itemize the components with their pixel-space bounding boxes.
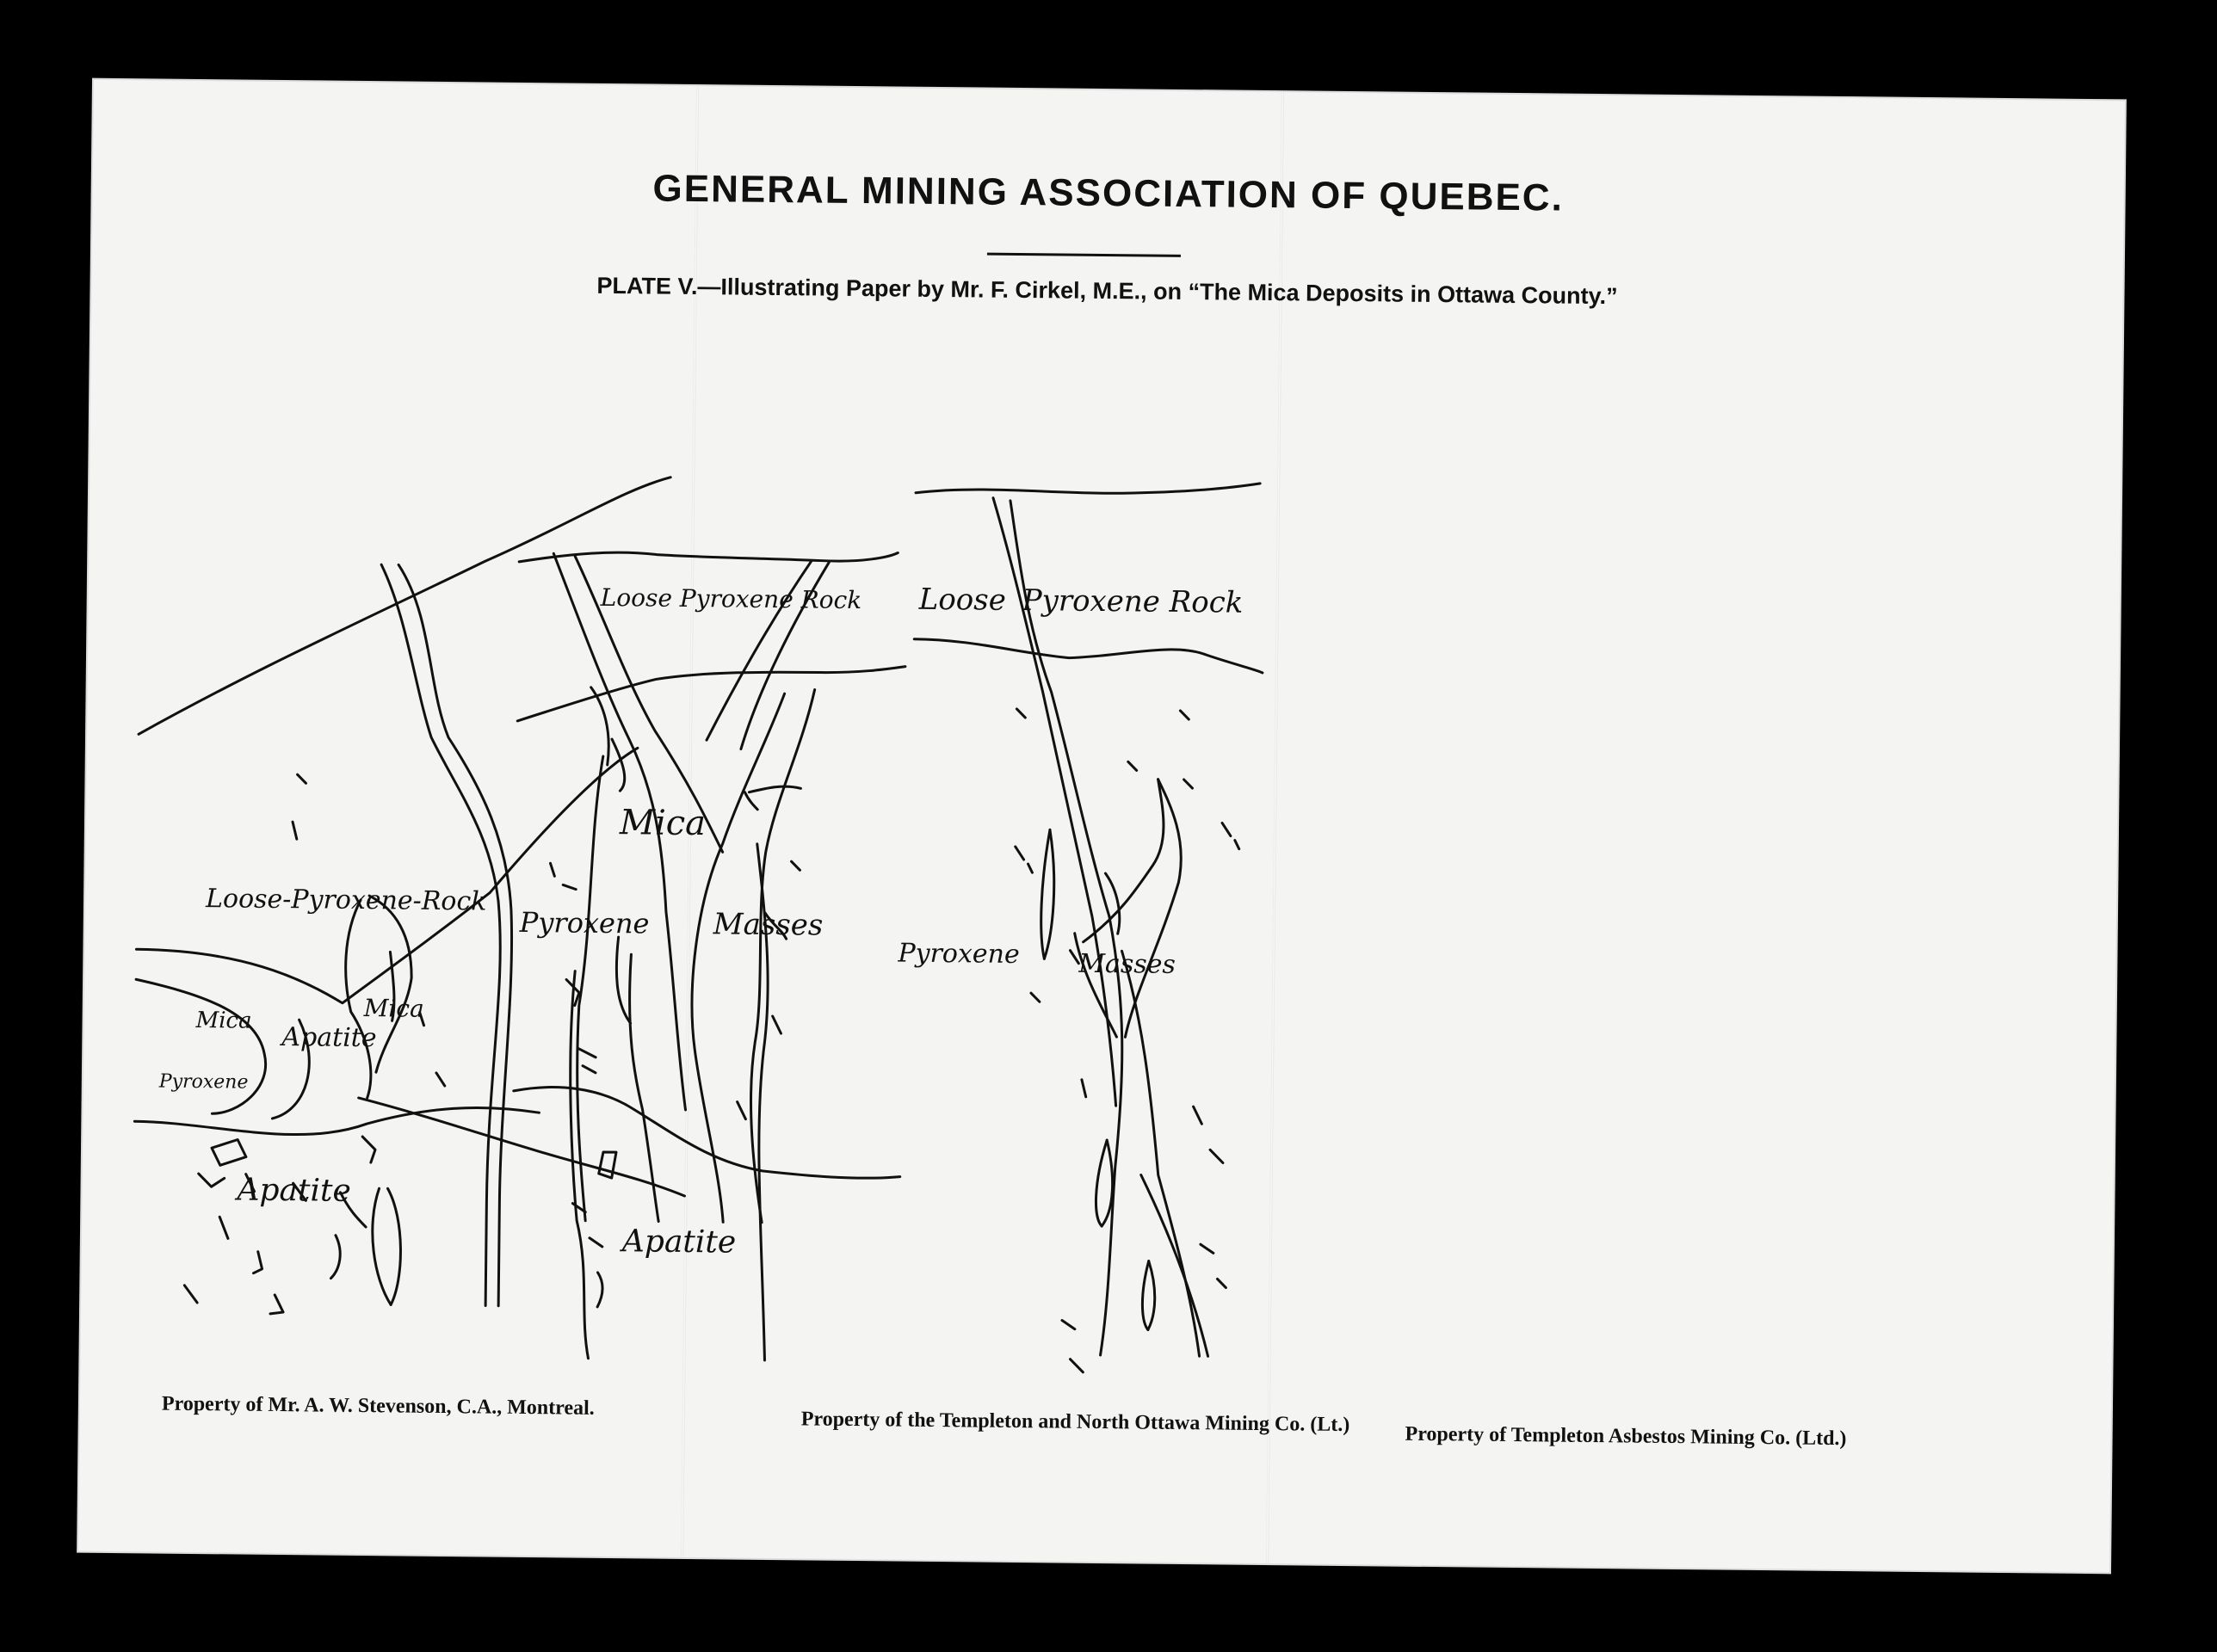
label-loose-pyroxene-rock-1: Loose-Pyroxene-Rock bbox=[205, 884, 487, 917]
label-loose-3: Loose bbox=[918, 582, 1007, 618]
label-pyroxene-2: Pyroxene bbox=[519, 905, 650, 940]
label-pyroxene-1: Pyroxene bbox=[158, 1070, 249, 1094]
geological-sections-drawing bbox=[78, 80, 2125, 1573]
plate-sheet bbox=[78, 80, 2125, 1573]
label-pyroxene-rock-3: Pyroxene Rock bbox=[1022, 583, 1244, 620]
label-loose-pyroxene-rock-2: Loose Pyroxene Rock bbox=[600, 583, 862, 615]
plate-subtitle: PLATE V.—Illustrating Paper by Mr. F. Cirkel, M.E., on “The Mica Deposits in Ottawa County.” bbox=[596, 272, 1618, 310]
label-mica-right: Mica bbox=[363, 994, 424, 1023]
caption-section-1: Property of Mr. A. W. Stevenson, C.A., Montreal. bbox=[161, 1392, 595, 1420]
caption-section-2: Property of the Templeton and North Ottawa Mining Co. (Lt.) bbox=[800, 1408, 1350, 1437]
label-apatite-2: Apatite bbox=[621, 1224, 737, 1261]
page-title: GENERAL MINING ASSOCIATION OF QUEBEC. bbox=[652, 167, 1565, 219]
label-apatite-lower: Apatite bbox=[237, 1172, 351, 1209]
label-apatite-upper: Apatite bbox=[281, 1022, 377, 1054]
label-pyroxene-3: Pyroxene bbox=[898, 938, 1020, 971]
label-mica-left: Mica bbox=[195, 1007, 252, 1034]
caption-section-3: Property of Templeton Asbestos Mining Co. (Ltd.) bbox=[1405, 1422, 1847, 1451]
label-mica: Mica bbox=[619, 803, 707, 844]
label-masses-3: Masses bbox=[1078, 948, 1176, 980]
label-masses-2: Masses bbox=[713, 907, 824, 943]
